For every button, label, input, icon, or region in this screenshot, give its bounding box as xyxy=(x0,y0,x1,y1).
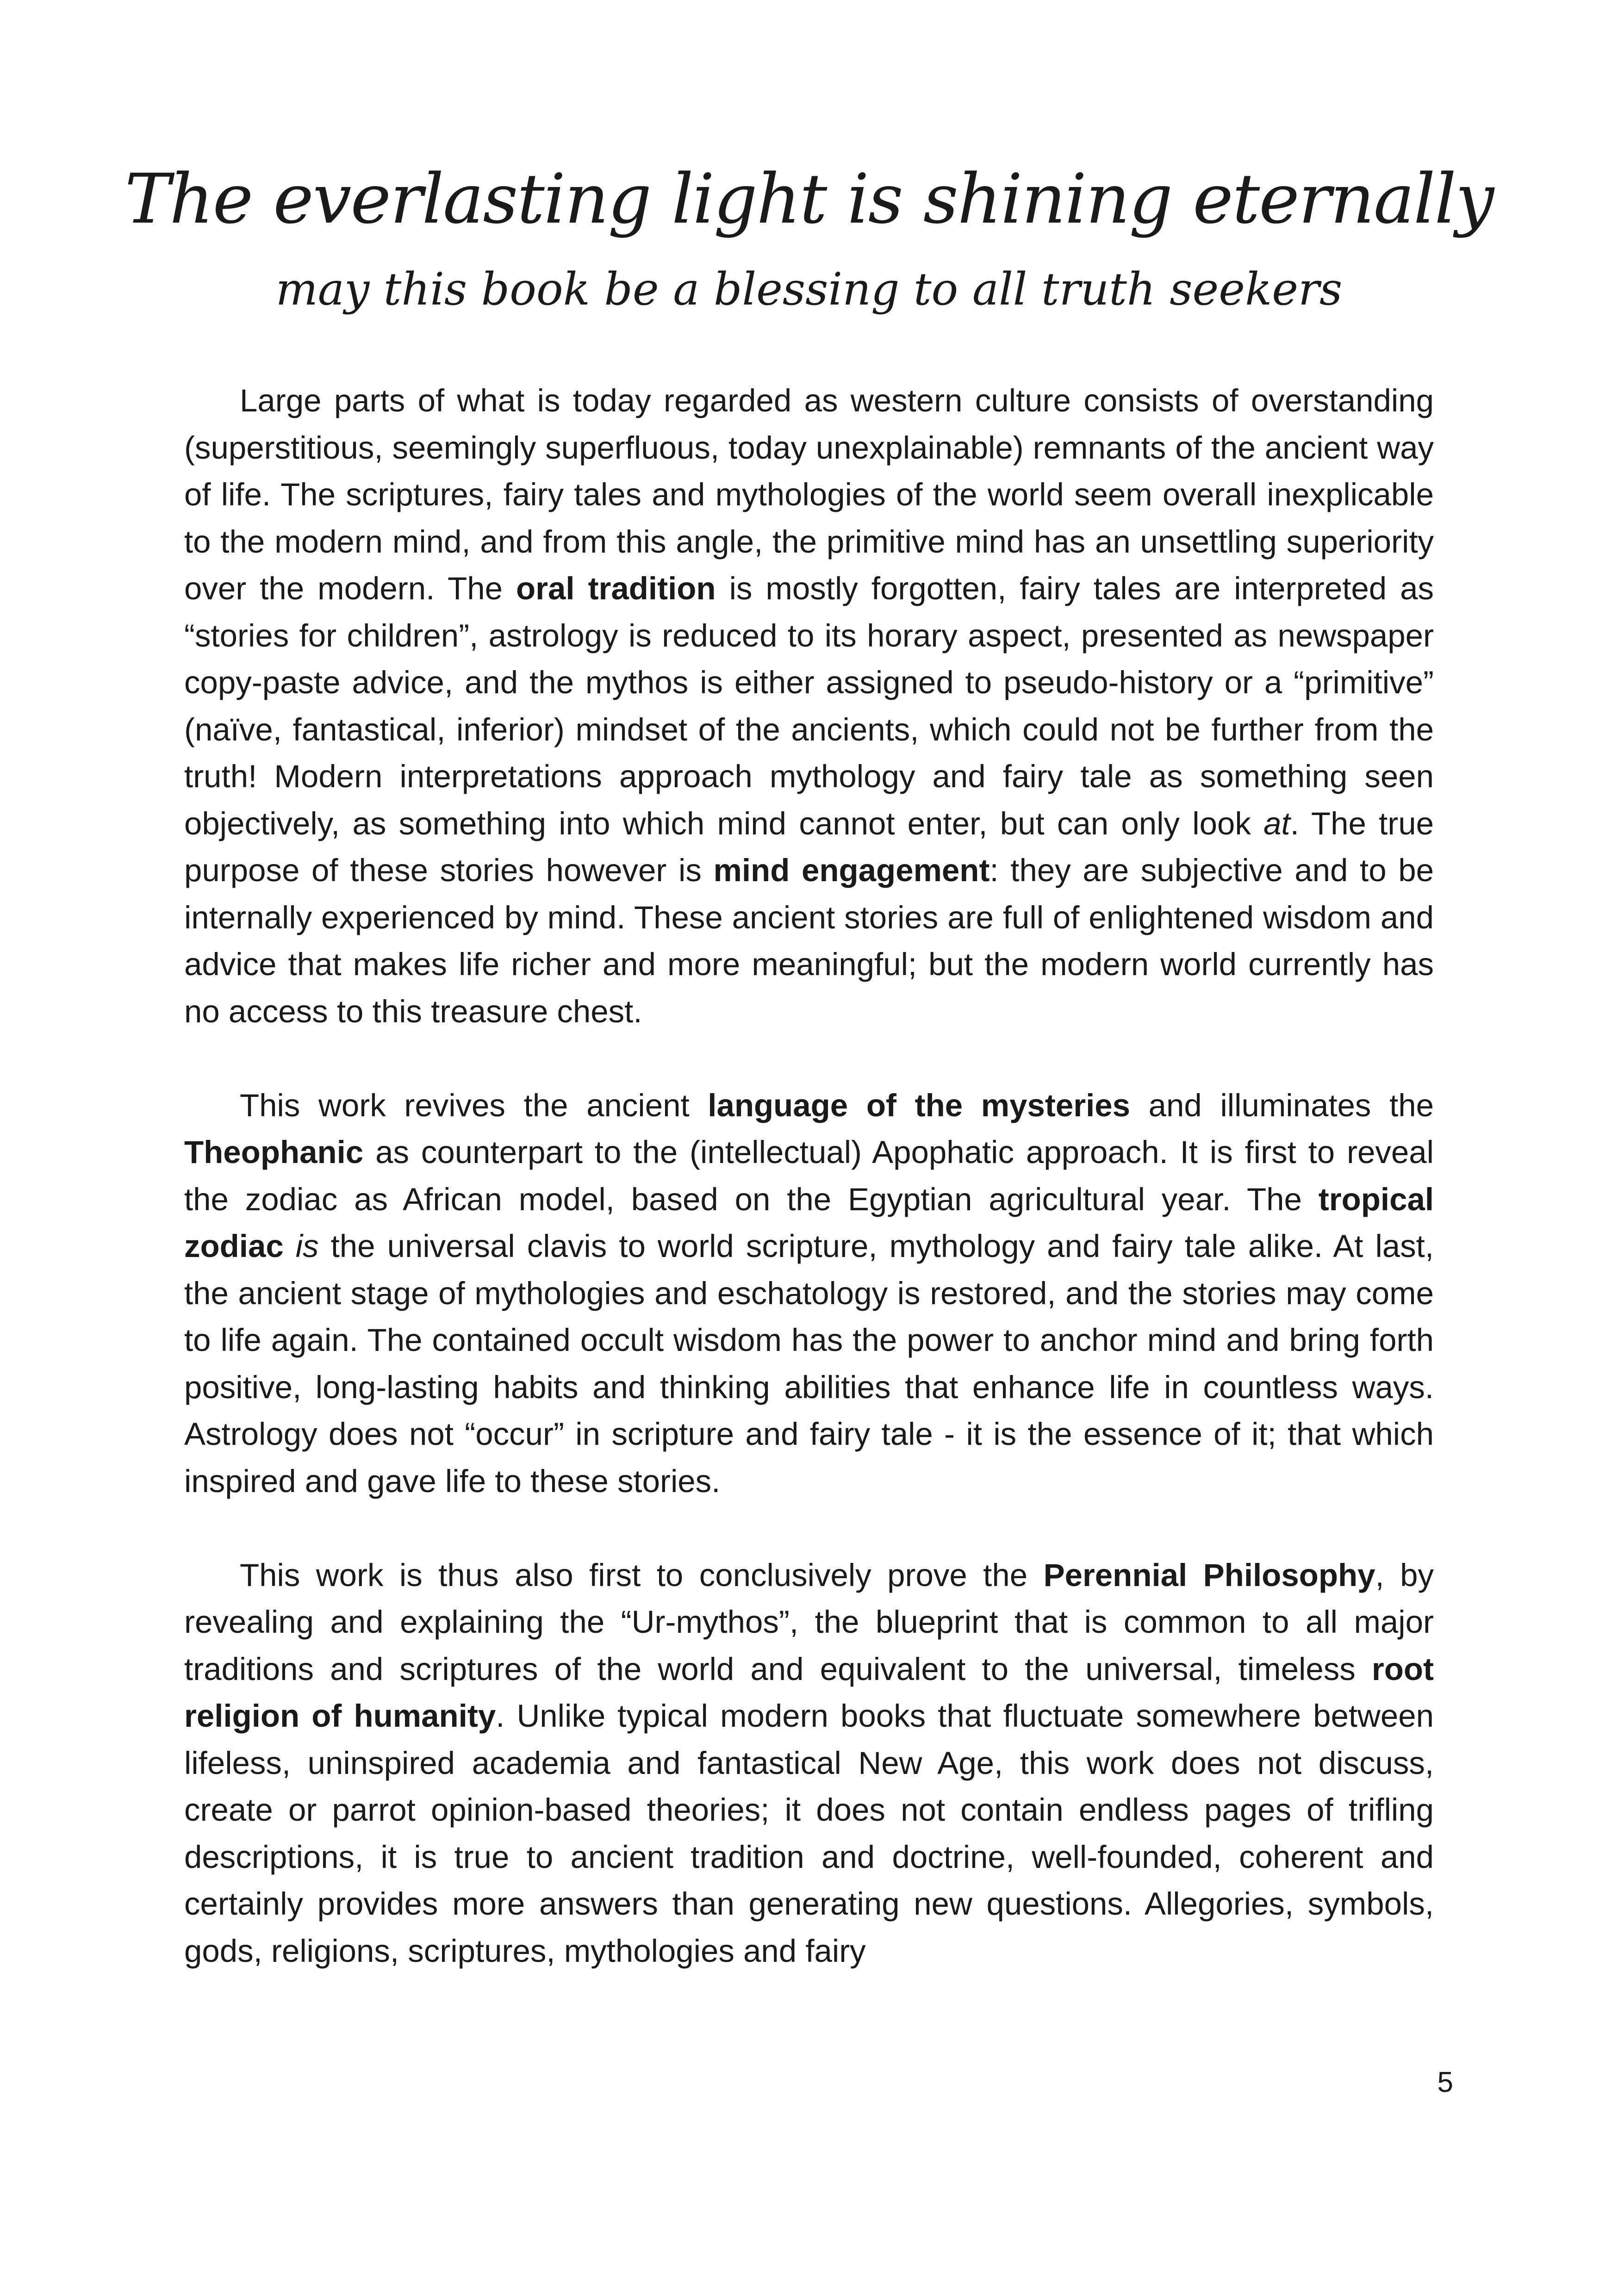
text-run: : they are subjective and to be internally experienced by mind. These ancient stories are full of enlightened wisdom and advice that makes life richer and more meaningful; but the modern world currently has no access to this treasure chest. xyxy=(184,852,1434,1029)
bold-term-tropical-zodiac: tropical zodiac xyxy=(184,1181,1434,1264)
bold-term-mind-engagement: mind engagement xyxy=(713,852,990,888)
text-run: This work revives the ancient xyxy=(240,1087,708,1123)
text-run: the universal clavis to world scripture, mythology and fairy tale alike. At last, the ancient stage of mythologies and eschatology is restored, and the stories may come to life again. The contained occult wisdom has the power to anchor mind and bring forth positive, long-lasting habits and thinking abilities that enhance life in countless ways. Astrology does not “occur” in scripture and fairy tale - it is the essence of it; that which inspired and gave life to these stories. xyxy=(184,1228,1434,1499)
body-text xyxy=(184,377,1434,1974)
text-run: Large parts of what is today regarded as western culture consists of overstanding (superstitious, seemingly superfluous, today unexplainable) remnants of the ancient way of life. The scriptures, fairy tales and mythologies of the world seem overall inexplicable to the modern mind, and from this angle, the primitive mind has an unsettling superiority over the modern. The xyxy=(184,383,1434,606)
text-run: , by revealing and explaining the “Ur-mythos”, the blueprint that is common to all major traditions and scriptures of the world and equivalent to the universal, timeless xyxy=(184,1557,1434,1687)
bold-term-theophanic: Theophanic xyxy=(184,1134,364,1170)
paragraph-2 xyxy=(184,1082,1434,1505)
text-run: This work is thus also first to conclusively prove the xyxy=(240,1557,1044,1593)
page-title: The everlasting light is shining eternally xyxy=(124,159,1494,239)
page-subtitle: may this book be a blessing to all truth seekers xyxy=(275,263,1343,315)
text-run: and illuminates the xyxy=(1130,1087,1434,1123)
text-run xyxy=(284,1228,296,1264)
bold-term-perennial-philosophy: Perennial Philosophy xyxy=(1043,1557,1375,1593)
paragraph-1 xyxy=(184,377,1434,1035)
italic-term-is: is xyxy=(295,1228,319,1264)
paragraph-3 xyxy=(184,1552,1434,1975)
text-run: is mostly forgotten, fairy tales are interpreted as “stories for children”, astrology is reduced to its horary aspect, presented as newspaper copy-paste advice, and the mythos is either assigned to pseudo-history or a “primitive” (naïve, fantastical, inferior) mindset of the ancients, which could not be further from the truth! Modern interpretations approach mythology and fairy tale as something seen objectively, as something into which mind cannot enter, but can only look xyxy=(184,571,1434,841)
italic-term-at: at xyxy=(1263,805,1290,841)
text-run: as counterpart to the (intellectual) Apophatic approach. It is first to reveal the zodiac as African model, based on the Egyptian agricultural year. The xyxy=(184,1134,1434,1217)
text-run: . The true purpose of these stories however is xyxy=(184,805,1434,888)
bold-term-oral-tradition: oral tradition xyxy=(516,571,716,606)
bold-term-root-religion: root religion of humanity xyxy=(184,1651,1434,1734)
page-number: 5 xyxy=(1437,2066,1453,2098)
bold-term-language-of-the-mysteries: language of the mysteries xyxy=(708,1087,1131,1123)
text-run: . Unlike typical modern books that fluctuate somewhere between lifeless, uninspired academia and fantastical New Age, this work does not discuss, create or parrot opinion-based theories; it does not contain endless pages of trifling descriptions, it is true to ancient tradition and doctrine, well-founded, coherent and certainly provides more answers than generating new questions. Allegories, symbols, gods, religions, scriptures, mythologies and fairy xyxy=(184,1698,1434,1969)
